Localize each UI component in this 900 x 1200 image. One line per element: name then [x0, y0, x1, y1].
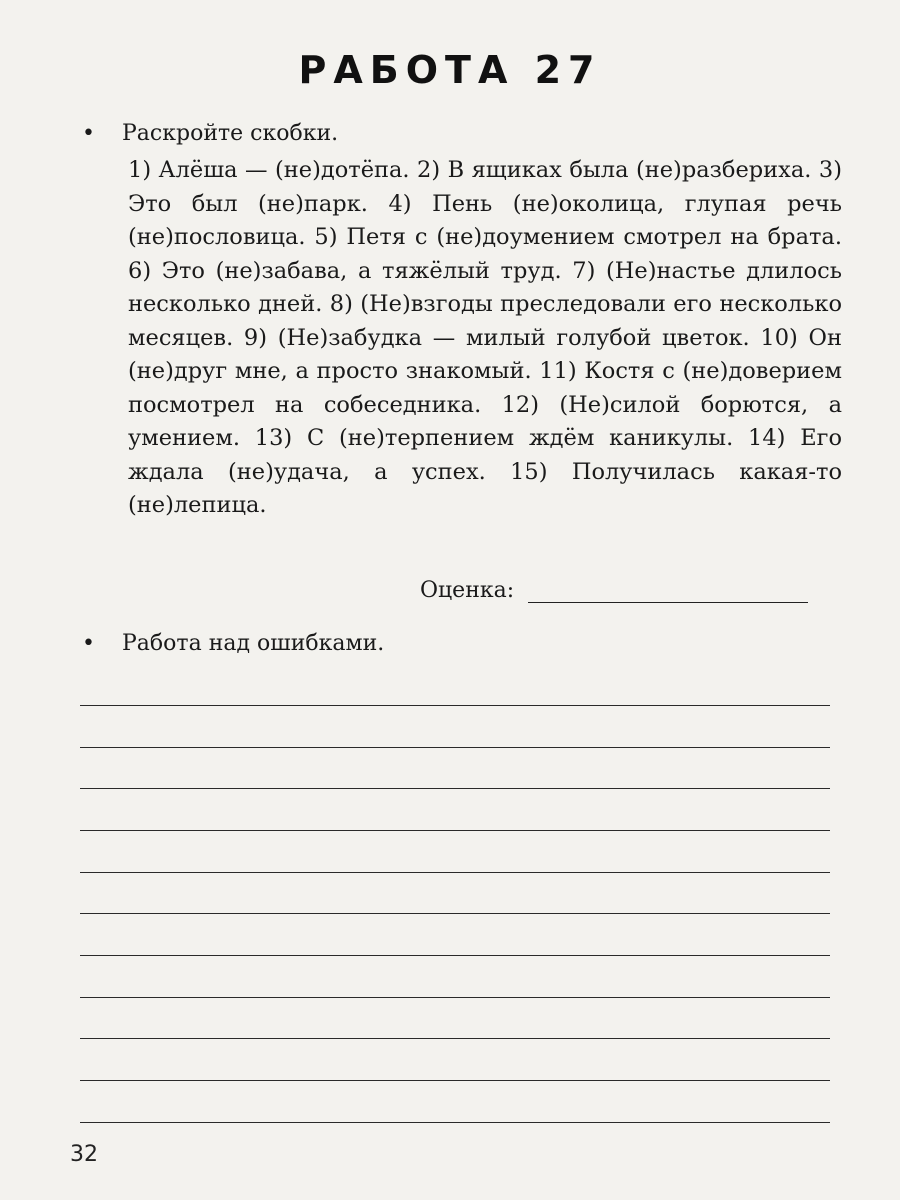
writing-line[interactable] [80, 997, 830, 998]
bullet-icon: • [82, 121, 95, 146]
task-1-instruction: Раскройте скобки. [122, 121, 339, 146]
task-2-instruction: Работа над ошибками. [122, 631, 385, 656]
writing-line[interactable] [80, 830, 830, 831]
writing-line[interactable] [80, 705, 830, 706]
writing-line[interactable] [80, 872, 830, 873]
writing-line[interactable] [80, 747, 830, 748]
writing-line[interactable] [80, 1122, 830, 1123]
grade-label: Оценка: [420, 578, 515, 603]
page-title: РАБОТА 27 [298, 48, 602, 92]
writing-line[interactable] [80, 788, 830, 789]
exercise-text: 1) Алёша — (не)дотёпа. 2) В ящиках была (не)разбериха. 3) Это был (не)парк. 4) Пень (не)околица, глупая речь (не)пословица. 5) Петя с (не)доумением смотрел на брата. 6) Это (не)забава, а тяжёлый труд. 7) (Не)настье длилось несколько дней. 8) (Не)взгоды преследовали его несколько месяцев. 9) (Не)забудка — милый голубой цветок. 10) Он (не)друг мне, а просто знакомый. 11) Костя с (не)доверием посмотрел на собеседника. 12) (Не)силой борются, а умением. 13) С (не)терпением ждём каникулы. 14) Его ждала (не)удача, а успех. 15) Получилась какая-то (не)лепица. [128, 157, 842, 518]
writing-line[interactable] [80, 1038, 830, 1039]
bullet-icon: • [82, 631, 95, 656]
writing-line[interactable] [80, 1080, 830, 1081]
page-number: 32 [70, 1142, 98, 1167]
writing-line[interactable] [80, 913, 830, 914]
writing-line[interactable] [80, 955, 830, 956]
